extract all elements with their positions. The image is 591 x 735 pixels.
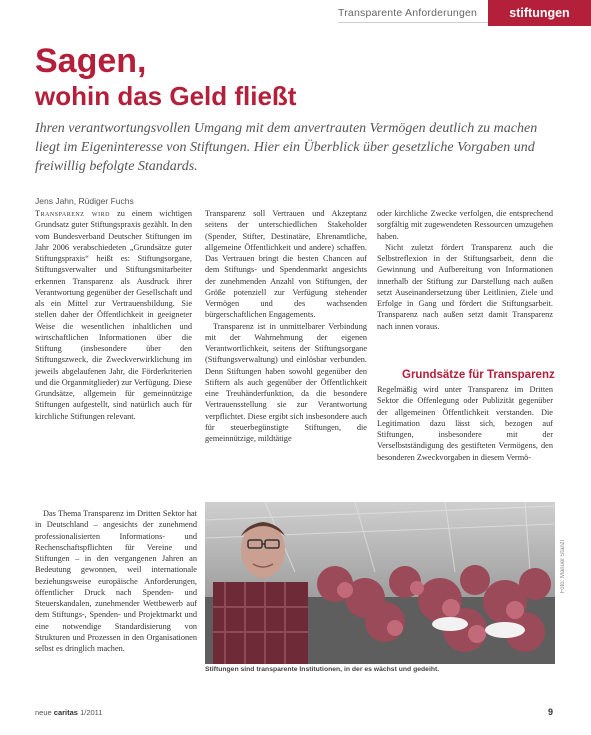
greenhouse-photo-illustration [205, 502, 555, 664]
text-column-3 [377, 208, 553, 360]
paragraph-text: zu einem wichtigen Grundsatz guter Stiftungspraxis gezählt. In den vom Bundesverband Deutscher Stiftungen im Jahr 2006 verabschiedeten „Grundsätze guter Stiftungspraxis“ heißt es: Stiftungsorgane, Stiftungsverwalter und Stiftungsmitarbeiter erkennen Transparenz als Ausdruck ihrer Verantwortung gegenüber der Gesellschaft und als ein Mittel zur Vertrauensbildung. Sie stellen daher der Öffentlichkeit in geeigneter Weise die wesentlichen inhaltlichen und wirtschaftlichen Informationen über die Stiftung (insbesondere über den Stiftungszweck, die Zweckverwirklichung im jeweils abgelaufenen Jahr, die Förderkriterien und die Organmitglieder) zur Verfügung. Diese Grundsätze, allgemein für gemeinnützige Stiftungen aufgestellt, sind natürlich auch für kirchliche Stiftungen relevant. [35, 209, 192, 421]
subheading: Grundsätze für Transparenz [402, 369, 555, 381]
text-column-2 [205, 208, 367, 498]
photo-credit: Foto: Manuel Stanzl [560, 540, 566, 594]
magazine-name: caritas [53, 708, 78, 717]
article-byline: Jens Jahn, Rüdiger Fuchs [35, 196, 134, 206]
article-lead: Ihren verantwortungsvollen Umgang mit dem anvertrauten Vermögen deutlich zu machen liegt im Eigeninteresse von Stiftungen. Hier ein Überblick über gesetzliche Vorgaben und freiwillig befolgte Standards. [35, 121, 538, 174]
article-title-line2: wohin das Geld fließt [35, 81, 297, 111]
issue-number: 1/2011 [80, 708, 103, 717]
lead-in: Transparenz wird [35, 209, 110, 218]
paragraph: oder kirchliche Zwecke verfolgen, die entsprechend sorgfältig mit zugewendeten Ressourcen umzugehen haben. [377, 209, 553, 241]
paragraph: Das Thema Transparenz im Dritten Sektor hat in Deutschland – angesichts der zunehmend professionalisierten Informations- und Rechenschaftspflichten für Vereine und Stiftungen – in den vergangenen Jahren an Bedeutung gewonnen, weil internationale beziehungsweise europäische Anforderungen, öffentlicher Druck nach Spenden- und Steuerskandalen, zunehmender Wettbewerb auf dem Stiftungs-, Spenden- und Projektmarkt und eine notwendige Standardisierung von Strukturen und Prozessen in den Organisationen selbst es dringlich machen. [35, 509, 197, 653]
paragraph: Nicht zuletzt fördert Transparenz auch die Selbstreflexion in der Stiftungsarbeit, denn die Gewinnung und Aufbereitung von Informationen innerhalb der Stiftung zur Darstellung nach außen setzt Auseinandersetzung über Leitlinien, Ziele und Erfolge in Gang und fördert die Stiftungsarbeit. Transparenz nach außen setzt damit Transparenz nach innen voraus. [377, 242, 553, 331]
paragraph: Transparenz soll Vertrauen und Akzeptanz seitens der unterschiedlichen Stakeholder (Spender, Stifter, Destinatäre, Ehrenamtliche, allgemeine Öffentlichkeit und andere) schaffen. Das Vertrauen bringt die besten Chancen auf dem Stiftungs- und Spendenmarkt angesichts der zunehmenden Anzahl von Stiftungen, der Größe potenziell zur Verfügung stehender Vermögen und des wachsenden bürgerschaftlichen Engagements. [205, 209, 367, 320]
paragraph [35, 208, 192, 422]
section-tab[interactable] [488, 0, 591, 26]
article-photo [205, 502, 555, 664]
paragraph: Transparenz ist in unmittelbarer Verbindung mit der Wahrnehmung der eigenen Verantwortlichkeit, seitens der Stiftungsorgane (Stiftungsverwaltung) und einlösbar verbunden. Denn Stiftungen haben sowohl gegenüber den Stiftern als auch gegenüber der Öffentlichkeit eine Treuhänderfunktion, da die besondere Vertrauensstellung sie zur Verantwortung verpflichtet. Diese ergibt sich insbesondere auch für steuerbegünstigte Stiftungen, die gemeinnützige, mildtätige [205, 321, 367, 443]
header-divider [338, 22, 488, 23]
magazine-prefix: neue [35, 708, 52, 717]
paragraph: Regelmäßig wird unter Transparenz im Dritten Sektor die Offenlegung oder Publizität gegenüber der allgemeinen Öffentlichkeit verstanden. Die Legitimation dazu lässt sich, bezogen auf Stiftungen, insbesondere mit der Verselbstständigung des gestifteten Vermögens, den besonderen Zweckvorgaben in diesem Vermö- [377, 385, 553, 462]
text-column-1 [35, 208, 192, 508]
page-number: 9 [548, 707, 554, 717]
article-title-line1: Sagen, [35, 42, 147, 80]
photo-caption: Stiftungen sind transparente Institutionen, in der es wächst und gedeiht. [205, 666, 440, 673]
section-tab-label: stiftungen [509, 6, 570, 20]
section-label: Transparente Anforderungen [338, 7, 478, 19]
text-column-1-lower [35, 508, 197, 660]
magazine-footer [35, 708, 102, 717]
text-column-3-lower [377, 384, 553, 500]
